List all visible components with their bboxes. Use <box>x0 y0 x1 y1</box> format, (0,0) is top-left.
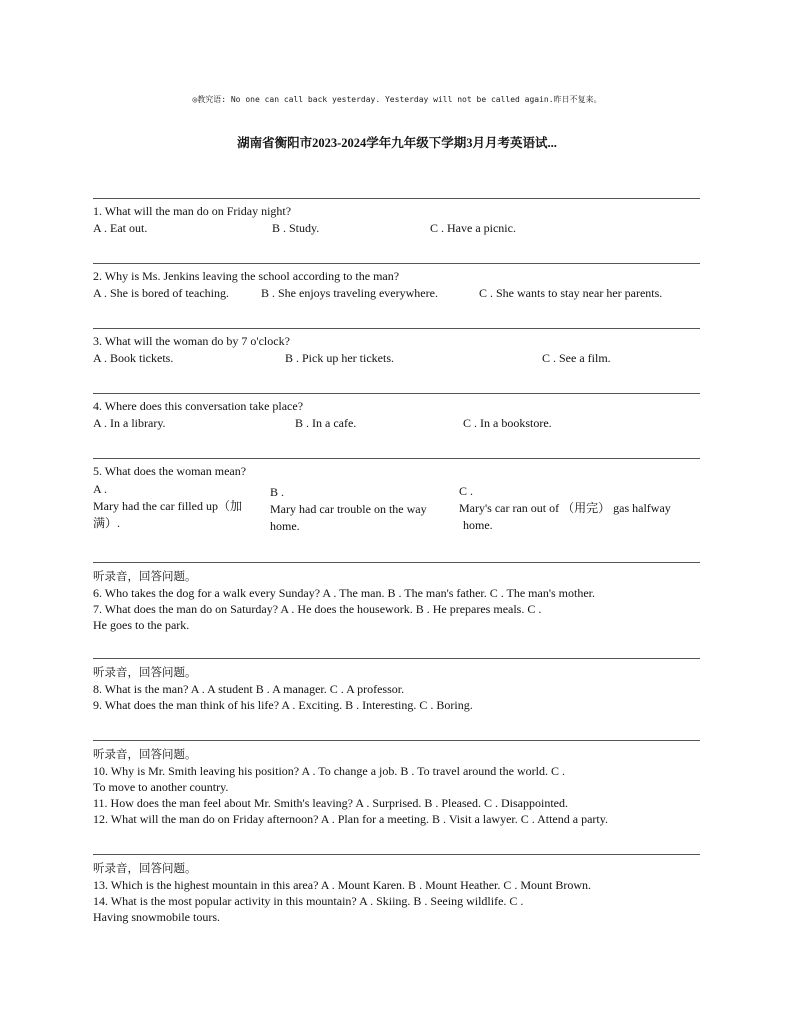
question-5 <box>93 458 700 563</box>
question-text: 2. Why is Ms. Jenkins leaving the school according to the man? <box>93 269 400 283</box>
question-text: 1. What will the man do on Friday night? <box>93 204 292 218</box>
page-title: 湖南省衡阳市2023-2024学年九年级下学期3月月考英语试... <box>237 136 557 150</box>
option-a: A . In a library. <box>93 416 166 430</box>
question-line: 7. What does the man do on Saturday? A . He does the housework. B . He prepares meals. C . <box>93 602 542 616</box>
option-text: home. <box>270 519 300 533</box>
option-text: Mary had car trouble on the way <box>270 502 427 516</box>
question-line: Having snowmobile tours. <box>93 910 220 924</box>
question-line: 6. Who takes the dog for a walk every Sunday? A . The man. B . The man's father. C . The man's mother. <box>93 586 596 600</box>
listening-section-2 <box>93 658 700 713</box>
section-heading: 听录音，回答问题。 <box>93 747 197 761</box>
option-c <box>459 483 704 534</box>
option-label: B . <box>270 485 285 499</box>
option-label: A . <box>93 482 108 496</box>
question-text: 5. What does the woman mean? <box>93 464 247 478</box>
option-a: A . She is bored of teaching. <box>93 286 229 300</box>
motto: ◎教究语: No one can call back yesterday. Yesterday will not be called again.昨日不复来。 <box>192 95 602 104</box>
question-line: He goes to the park. <box>93 618 190 632</box>
question-1 <box>93 198 700 237</box>
option-c: C . Have a picnic. <box>430 221 516 235</box>
option-text: Mary's car ran out of （用完） gas halfway <box>459 501 671 515</box>
section-heading: 听录音，回答问题。 <box>93 569 197 583</box>
question-4 <box>93 393 700 432</box>
section-heading: 听录音，回答问题。 <box>93 665 197 679</box>
question-line: 8. What is the man? A . A student B . A manager. C . A professor. <box>93 682 405 696</box>
option-c: C . See a film. <box>542 351 611 365</box>
listening-section-4 <box>93 854 700 925</box>
option-b: B . Pick up her tickets. <box>285 351 394 365</box>
options-row <box>93 285 700 302</box>
listening-section-3 <box>93 740 700 827</box>
option-a: A . Book tickets. <box>93 351 174 365</box>
option-b: B . Study. <box>272 221 320 235</box>
section-heading: 听录音，回答问题。 <box>93 861 197 875</box>
option-label: C . <box>459 484 474 498</box>
option-text: 满）. <box>93 516 121 530</box>
option-b: B . She enjoys traveling everywhere. <box>261 286 438 300</box>
options-row <box>93 220 700 237</box>
question-line: 10. Why is Mr. Smith leaving his position? A . To change a job. B . To travel around the world. C . <box>93 764 565 778</box>
question-text: 3. What will the woman do by 7 o'clock? <box>93 334 290 348</box>
option-text: Mary had the car filled up（加 <box>93 499 242 513</box>
question-line: To move to another country. <box>93 780 229 794</box>
question-3 <box>93 328 700 367</box>
option-text: home. <box>463 518 493 532</box>
options-row <box>93 415 700 432</box>
question-line: 13. Which is the highest mountain in this area? A . Mount Karen. B . Mount Heather. C . Mount Brown. <box>93 878 592 892</box>
question-line: 9. What does the man think of his life? A . Exciting. B . Interesting. C . Boring. <box>93 698 473 712</box>
option-a <box>93 481 269 532</box>
option-b <box>270 484 456 535</box>
option-c: C . In a bookstore. <box>463 416 552 430</box>
listening-section-1 <box>93 562 700 633</box>
question-line: 12. What will the man do on Friday afternoon? A . Plan for a meeting. B . Visit a lawyer. C . Attend a party. <box>93 812 608 826</box>
option-c: C . She wants to stay near her parents. <box>479 286 663 300</box>
question-line: 11. How does the man feel about Mr. Smith's leaving? A . Surprised. B . Pleased. C . Disappointed. <box>93 796 568 810</box>
question-2 <box>93 263 700 302</box>
option-a: A . Eat out. <box>93 221 148 235</box>
options-row <box>93 350 700 367</box>
question-text: 4. Where does this conversation take place? <box>93 399 304 413</box>
option-b: B . In a cafe. <box>295 416 357 430</box>
question-line: 14. What is the most popular activity in this mountain? A . Skiing. B . Seeing wildlife. C . <box>93 894 524 908</box>
